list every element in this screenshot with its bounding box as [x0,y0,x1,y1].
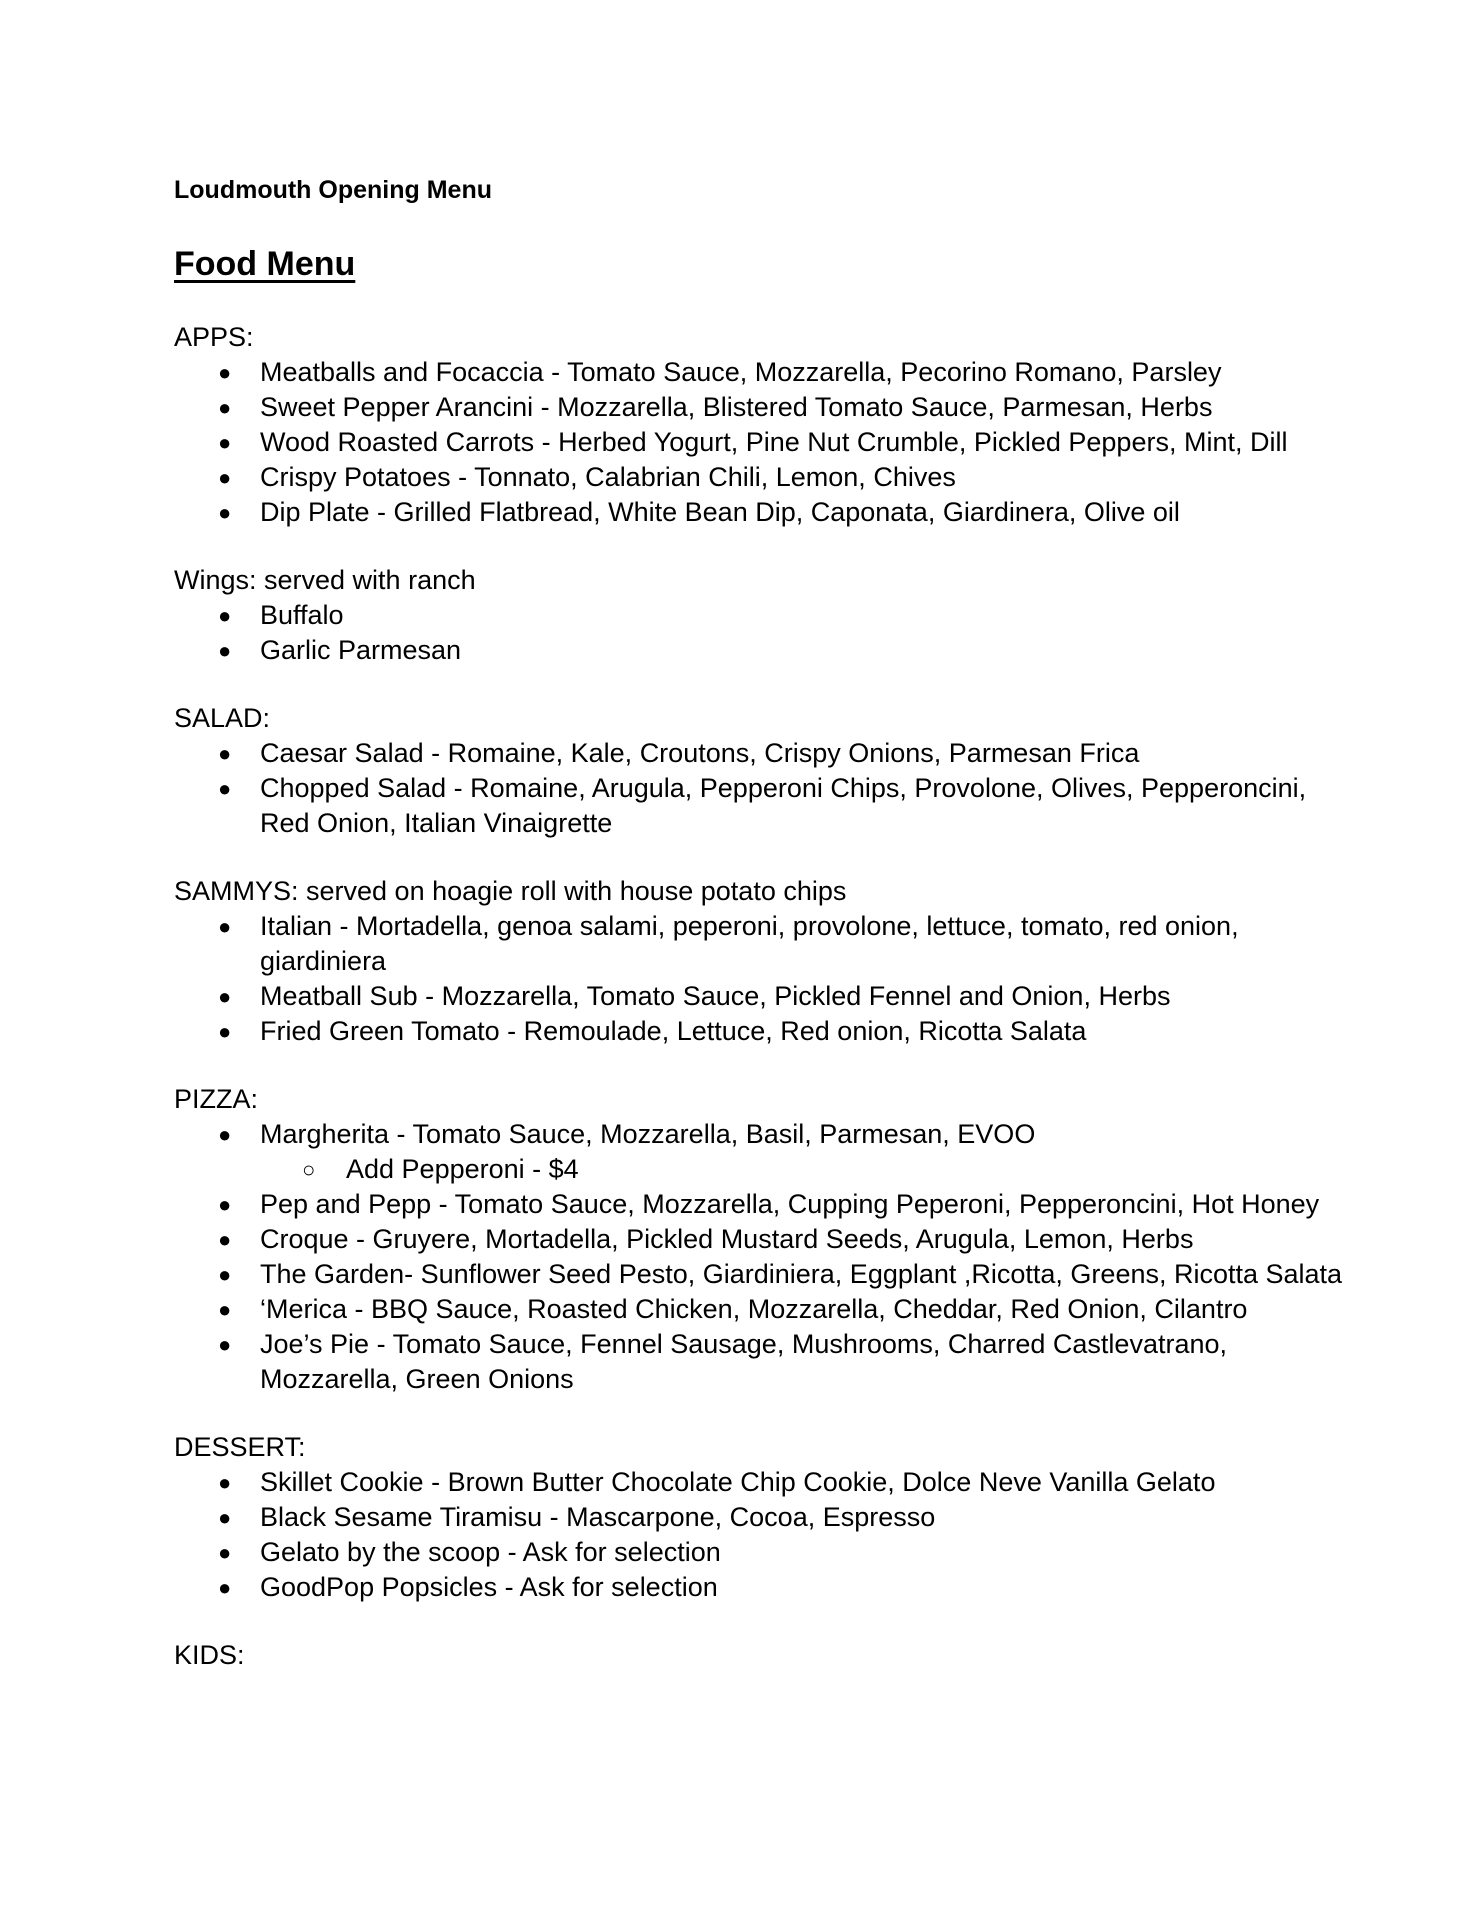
apps-section [174,320,1354,530]
apps-list [174,355,1354,530]
item-text: Buffalo [260,600,344,630]
list-item [174,1465,1354,1500]
margherita-sublist [260,1152,1354,1187]
bullet-icon: ● [218,1470,232,1495]
list-item [174,425,1354,460]
wings-label: Wings: served with ranch [174,565,476,595]
salad-list [174,736,1354,841]
bullet-icon: ● [218,1192,232,1217]
dessert-label: DESSERT: [174,1432,306,1462]
pizza-label: PIZZA: [174,1084,259,1114]
bullet-icon: ● [218,1227,232,1252]
item-text: Fried Green Tomato - Remoulade, Lettuce, Red onion, Ricotta Salata [260,1016,1087,1046]
list-item [174,979,1354,1014]
list-item [174,1570,1354,1605]
bullet-icon: ● [218,638,232,663]
list-item [174,736,1354,771]
bullet-icon: ● [218,465,232,490]
item-text: Meatballs and Focaccia - Tomato Sauce, Mozzarella, Pecorino Romano, Parsley [260,357,1222,387]
bullet-icon: ● [218,500,232,525]
pizza-section [174,1082,1354,1397]
item-text: Wood Roasted Carrots - Herbed Yogurt, Pine Nut Crumble, Pickled Peppers, Mint, Dill [260,427,1288,457]
bullet-icon: ● [218,1332,232,1357]
item-text: Dip Plate - Grilled Flatbread, White Bean Dip, Caponata, Giardinera, Olive oil [260,497,1180,527]
dessert-list [174,1465,1354,1605]
item-text: Pep and Pepp - Tomato Sauce, Mozzarella, Cupping Peperoni, Pepperoncini, Hot Honey [260,1189,1320,1219]
item-text: Crispy Potatoes - Tonnato, Calabrian Chili, Lemon, Chives [260,462,956,492]
sammys-label: SAMMYS: served on hoagie roll with house potato chips [174,876,847,906]
hollow-bullet-icon: ○ [302,1157,316,1182]
list-item [174,1500,1354,1535]
salad-label: SALAD: [174,703,271,733]
list-item [174,1535,1354,1570]
bullet-icon: ● [218,1575,232,1600]
kids-section [174,1638,1354,1673]
wings-section [174,563,1354,668]
item-text: Black Sesame Tiramisu - Mascarpone, Cocoa, Espresso [260,1502,936,1532]
list-item [174,1187,1354,1222]
bullet-icon: ● [218,360,232,385]
bullet-icon: ● [218,984,232,1009]
item-text: Garlic Parmesan [260,635,462,665]
bullet-icon: ● [218,1297,232,1322]
bullet-icon: ● [218,1262,232,1287]
bullet-icon: ● [218,1122,232,1147]
sub-list-item [260,1152,1354,1187]
item-text: Skillet Cookie - Brown Butter Chocolate Chip Cookie, Dolce Neve Vanilla Gelato [260,1467,1216,1497]
item-text: Add Pepperoni - $4 [346,1154,579,1184]
list-item [174,1014,1354,1049]
bullet-icon: ● [218,430,232,455]
item-text: Croque - Gruyere, Mortadella, Pickled Mustard Seeds, Arugula, Lemon, Herbs [260,1224,1194,1254]
list-item [174,633,1354,668]
bullet-icon: ● [218,395,232,420]
document-page [174,170,1354,1673]
bullet-icon: ● [218,1505,232,1530]
bullet-icon: ● [218,741,232,766]
sammys-list [174,909,1354,1049]
list-item [174,1222,1354,1257]
salad-section [174,701,1354,841]
item-text: Gelato by the scoop - Ask for selection [260,1537,721,1567]
bullet-icon: ● [218,776,232,801]
item-text: ‘Merica - BBQ Sauce, Roasted Chicken, Mozzarella, Cheddar, Red Onion, Cilantro [260,1294,1248,1324]
bullet-icon: ● [218,1019,232,1044]
kids-label: KIDS: [174,1640,245,1670]
item-text: Margherita - Tomato Sauce, Mozzarella, Basil, Parmesan, EVOO [260,1119,1036,1149]
pizza-list [174,1117,1354,1397]
bullet-icon: ● [218,914,232,939]
item-text: GoodPop Popsicles - Ask for selection [260,1572,718,1602]
apps-label: APPS: [174,322,254,352]
list-item [174,771,1354,841]
food-menu-heading: Food Menu [174,245,356,283]
list-item [174,1117,1354,1187]
item-text: Caesar Salad - Romaine, Kale, Croutons, Crispy Onions, Parmesan Frica [260,738,1140,768]
item-text: Joe’s Pie - Tomato Sauce, Fennel Sausage, Mushrooms, Charred Castlevatrano, Mozzarella, Green Onions [260,1329,1228,1394]
list-item [174,1292,1354,1327]
item-text: The Garden- Sunflower Seed Pesto, Giardiniera, Eggplant ,Ricotta, Greens, Ricotta Salata [260,1259,1343,1289]
bullet-icon: ● [218,1540,232,1565]
wings-list [174,598,1354,668]
dessert-section [174,1430,1354,1605]
sammys-section [174,874,1354,1049]
item-text: Chopped Salad - Romaine, Arugula, Pepperoni Chips, Provolone, Olives, Pepperoncini, Red Onion, Italian Vinaigrette [260,773,1307,838]
document-title: Loudmouth Opening Menu [174,176,492,204]
list-item [174,598,1354,633]
list-item [174,390,1354,425]
list-item [174,495,1354,530]
item-text: Italian - Mortadella, genoa salami, peperoni, provolone, lettuce, tomato, red onion, giardiniera [260,911,1239,976]
list-item [174,1327,1354,1397]
list-item [174,460,1354,495]
list-item [174,355,1354,390]
list-item [174,909,1354,979]
list-item [174,1257,1354,1292]
item-text: Sweet Pepper Arancini - Mozzarella, Blistered Tomato Sauce, Parmesan, Herbs [260,392,1213,422]
item-text: Meatball Sub - Mozzarella, Tomato Sauce, Pickled Fennel and Onion, Herbs [260,981,1171,1011]
bullet-icon: ● [218,603,232,628]
